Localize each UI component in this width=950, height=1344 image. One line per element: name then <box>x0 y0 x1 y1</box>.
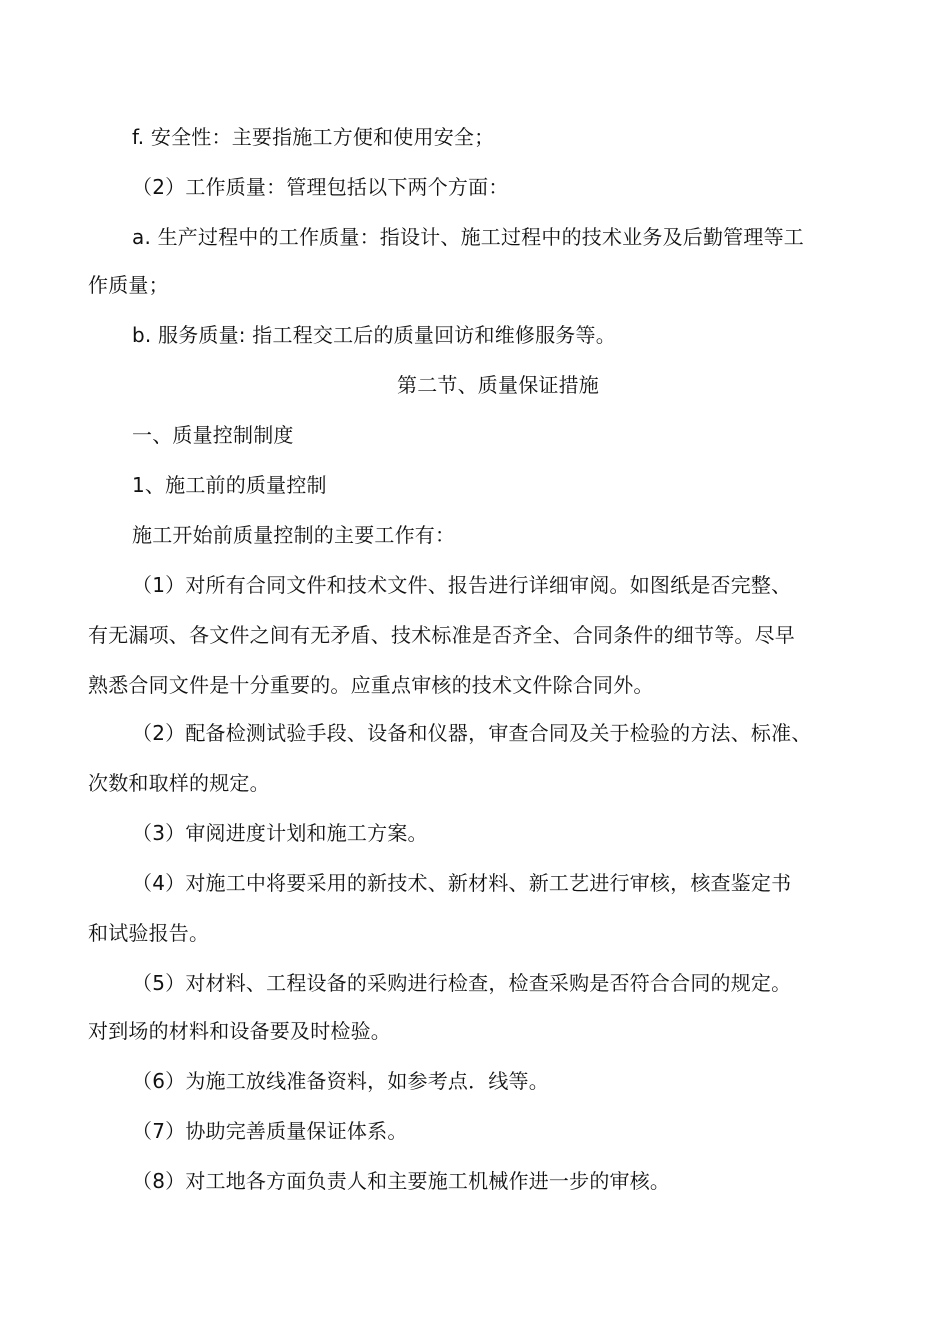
subheading: 一、质量控制制度 <box>132 423 294 447</box>
text-line: a. 生产过程中的工作质量：指设计、施工过程中的技术业务及后勤管理等工 <box>132 225 804 249</box>
subheading: 1、施工前的质量控制 <box>132 473 327 497</box>
text-line: （2）配备检测试验手段、设备和仪器，审查合同及关于检验的方法、标准、 <box>132 721 812 745</box>
text-line: （7）协助完善质量保证体系。 <box>132 1119 408 1143</box>
text-line: （6）为施工放线准备资料，如参考点．线等。 <box>132 1069 549 1093</box>
text-line: 施工开始前质量控制的主要工作有： <box>132 523 456 547</box>
text-line: f. 安全性：主要指施工方便和使用安全； <box>132 125 495 149</box>
text-line: （4）对施工中将要采用的新技术、新材料、新工艺进行审核，核查鉴定书 <box>132 871 792 895</box>
text-line: 有无漏项、各文件之间有无矛盾、技术标准是否齐全、合同条件的细节等。尽早 <box>88 623 795 647</box>
text-line: （5）对材料、工程设备的采购进行检查，检查采购是否符合合同的规定。 <box>132 971 792 995</box>
text-line: 熟悉合同文件是十分重要的。应重点审核的技术文件除合同外。 <box>88 673 654 697</box>
text-line: 对到场的材料和设备要及时检验。 <box>88 1019 391 1043</box>
text-line: 次数和取样的规定。 <box>88 771 270 795</box>
text-line: 作质量； <box>88 273 169 297</box>
text-line: （2）工作质量：管理包括以下两个方面： <box>132 175 509 199</box>
text-line: （1）对所有合同文件和技术文件、报告进行详细审阅。如图纸是否完整、 <box>132 573 792 597</box>
text-line: （8）对工地各方面负责人和主要施工机械作进一步的审核。 <box>132 1169 671 1193</box>
text-line: b. 服务质量: 指工程交工后的质量回访和维修服务等。 <box>132 323 616 347</box>
section-heading: 第二节、质量保证措施 <box>397 373 599 397</box>
text-line: （3）审阅进度计划和施工方案。 <box>132 821 428 845</box>
text-line: 和试验报告。 <box>88 921 210 945</box>
